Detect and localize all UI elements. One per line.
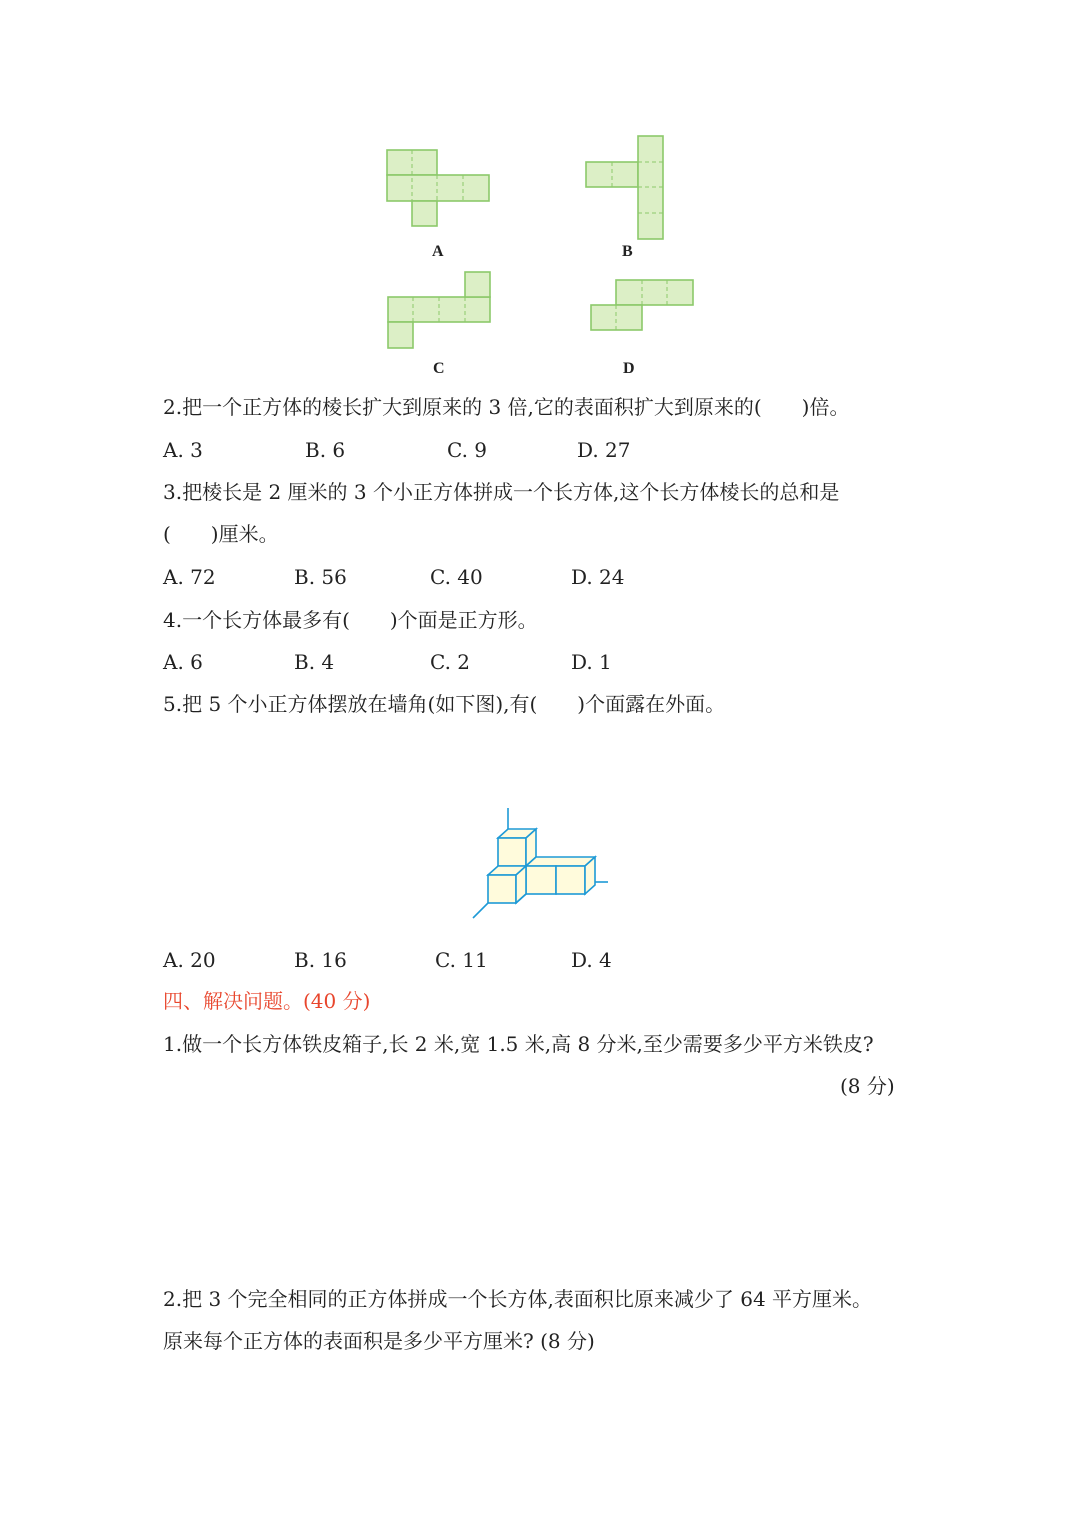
- net-label-b: B: [622, 243, 633, 260]
- q2-option-a: A. 3: [163, 438, 203, 462]
- question-4-text: 4.一个长方体最多有( )个面是正方形。: [163, 608, 538, 632]
- net-label-c: C: [433, 360, 445, 377]
- question-3-line2: ( )厘米。: [163, 522, 279, 546]
- q4-option-c: C. 2: [430, 650, 471, 674]
- problem-1-score: (8 分): [840, 1074, 895, 1098]
- q5-option-c: C. 11: [435, 948, 488, 972]
- q3-option-b: B. 56: [294, 565, 347, 589]
- net-label-a: A: [432, 243, 444, 260]
- q3-option-d: D. 24: [571, 565, 625, 589]
- q4-option-a: A. 6: [163, 650, 203, 674]
- problem-2-line1: 2.把 3 个完全相同的正方体拼成一个长方体,表面积比原来减少了 64 平方厘米。: [163, 1287, 873, 1311]
- section-4-heading: 四、解决问题。(40 分): [163, 989, 371, 1013]
- net-figure-d: [586, 276, 698, 336]
- question-5-text: 5.把 5 个小正方体摆放在墙角(如下图),有( )个面露在外面。: [163, 692, 726, 716]
- net-label-d: D: [623, 360, 635, 377]
- problem-1-text: 1.做一个长方体铁皮箱子,长 2 米,宽 1.5 米,高 8 分米,至少需要多少平方米铁皮?: [163, 1032, 874, 1056]
- q3-option-a: A. 72: [163, 565, 216, 589]
- q2-option-d: D. 27: [577, 438, 631, 462]
- q3-option-c: C. 40: [430, 565, 483, 589]
- q4-option-d: D. 1: [571, 650, 612, 674]
- cube-corner-figure: [468, 800, 613, 925]
- q5-option-a: A. 20: [163, 948, 216, 972]
- q5-option-d: D. 4: [571, 948, 612, 972]
- question-3-line1: 3.把棱长是 2 厘米的 3 个小正方体拼成一个长方体,这个长方体棱长的总和是: [163, 480, 840, 504]
- q4-option-b: B. 4: [294, 650, 335, 674]
- question-2-text: 2.把一个正方体的棱长扩大到原来的 3 倍,它的表面积扩大到原来的( )倍。: [163, 395, 850, 419]
- net-figure-c: [382, 268, 497, 353]
- q2-option-c: C. 9: [447, 438, 488, 462]
- q5-option-b: B. 16: [294, 948, 347, 972]
- q2-option-b: B. 6: [305, 438, 346, 462]
- problem-2-line2: 原来每个正方体的表面积是多少平方厘米? (8 分): [163, 1329, 595, 1353]
- net-figure-b: [582, 133, 667, 243]
- net-figure-a: [380, 145, 495, 230]
